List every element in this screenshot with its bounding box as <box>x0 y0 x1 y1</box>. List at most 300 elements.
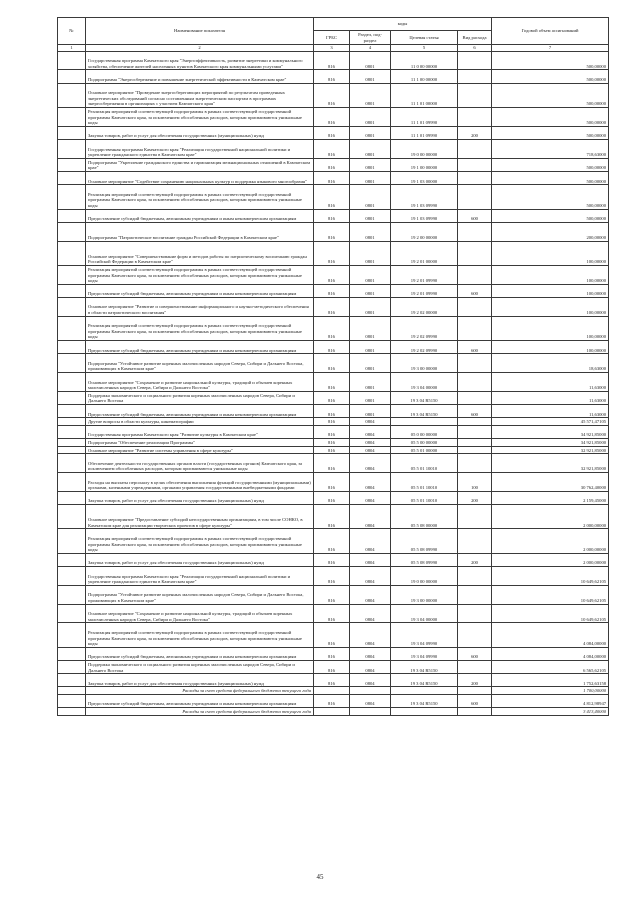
row-target-article-cell: 19 3 04 R5150 <box>391 674 458 687</box>
row-grbs-cell: 816 <box>314 185 350 209</box>
row-amount-cell: 500,00000 <box>492 171 609 184</box>
row-number-cell <box>58 623 86 647</box>
row-number-cell <box>58 70 86 83</box>
row-target-article-cell: 19 3 04 00000 <box>391 373 458 392</box>
table-row <box>58 439 609 447</box>
table-row <box>58 209 609 222</box>
row-grbs-cell: 816 <box>314 472 350 491</box>
row-grbs-cell: 816 <box>314 70 350 83</box>
row-amount-cell: 500,00000 <box>492 158 609 171</box>
row-section-cell: 0801 <box>350 185 391 209</box>
table-row <box>58 341 609 354</box>
row-name-cell: Государственная программа Камчатского края "Энергоэффективность, развитие энергетики и коммунального хозяйства, обеспечение жителей населенных пунктов Камчатского края коммунальными услугами" <box>86 51 314 70</box>
row-section-cell: 0801 <box>350 51 391 70</box>
row-name-cell: Поддержка экономического и социального развития коренных малочисленных народов Севера, Сибири и Дальнего Востока <box>86 660 314 673</box>
row-expense-type-cell: 200 <box>458 553 492 566</box>
row-section-cell: 0804 <box>350 623 391 647</box>
header-indicator-name: Наименование показателя <box>86 18 314 45</box>
row-name-cell: Подпрограмма "Обеспечение реализации Программы" <box>86 439 314 447</box>
row-name-cell: Реализация мероприятий соответствующей подпрограммы в рамках соответствующей государственной программы Камчатского края, за исключением обособленных расходов, которым присваиваются уникальные коды <box>86 529 314 553</box>
row-name-cell: Обеспечение деятельности государственных органов власти (государственных органов) Камчатского края, за исключением обособленных расходов, которым присваиваются уникальные коды <box>86 454 314 473</box>
table-row <box>58 504 609 528</box>
row-expense-type-cell <box>458 566 492 585</box>
row-grbs-cell: 816 <box>314 354 350 373</box>
table-row <box>58 405 609 418</box>
column-number: 2 <box>86 45 314 52</box>
table-row <box>58 647 609 660</box>
row-name-cell: Государственная программа Камчатского края "Реализация государственной национальной политики и укрепление гражданского единства в Камчатском крае" <box>86 139 314 158</box>
row-number-cell <box>58 708 86 716</box>
row-target-article-cell: 19 3 04 R5150 <box>391 660 458 673</box>
row-amount-cell: 11,63000 <box>492 391 609 404</box>
row-expense-type-cell <box>458 83 492 107</box>
row-amount-cell: 11,63000 <box>492 373 609 392</box>
table-row <box>58 354 609 373</box>
row-number-cell <box>58 553 86 566</box>
row-name-cell: Другие вопросы в области культуры, кинематографии <box>86 418 314 426</box>
row-number-cell <box>58 222 86 241</box>
row-name-cell: Государственная программа Камчатского края "Развитие культуры в Камчатском крае" <box>86 425 314 438</box>
row-target-article-cell: 19 0 00 00000 <box>391 566 458 585</box>
row-number-cell <box>58 454 86 473</box>
row-target-article-cell: 05 5 08 00000 <box>391 504 458 528</box>
row-amount-cell: 500,00000 <box>492 70 609 83</box>
row-number-cell <box>58 373 86 392</box>
row-expense-type-cell: 100 <box>458 472 492 491</box>
header-grbs: ГРБС <box>314 31 350 45</box>
table-row <box>58 687 609 695</box>
row-name-cell: Реализация мероприятий соответствующей подпрограммы в рамках соответствующей государственной программы Камчатского края, за исключением обособленных расходов, которым присваиваются уникальные коды <box>86 623 314 647</box>
row-target-article-cell: 19 1 03 09990 <box>391 209 458 222</box>
row-section-cell: 0804 <box>350 553 391 566</box>
row-expense-type-cell: 200 <box>458 126 492 139</box>
row-grbs-cell: 816 <box>314 316 350 340</box>
table-row <box>58 446 609 454</box>
table-row <box>58 83 609 107</box>
row-name-cell: Основное мероприятие "Предоставление субсидий негосударственным организациям, в том числе СОНКО, в Камчатском крае для реализации творческих проектов в сфере культуры" <box>86 504 314 528</box>
table-row <box>58 70 609 83</box>
row-number-cell <box>58 171 86 184</box>
row-target-article-cell: 05 5 08 09990 <box>391 529 458 553</box>
row-grbs-cell: 816 <box>314 158 350 171</box>
row-amount-cell: 100,00000 <box>492 284 609 297</box>
row-amount-cell: 200,00000 <box>492 222 609 241</box>
table-row <box>58 171 609 184</box>
row-number-cell <box>58 209 86 222</box>
table-row <box>58 623 609 647</box>
row-amount-cell: 6 565,62105 <box>492 660 609 673</box>
row-amount-cell: 2 000,00000 <box>492 553 609 566</box>
row-name-cell: Подпрограмма "Энергосбережение и повышение энергетической эффективности в Камчатском крае" <box>86 70 314 83</box>
row-amount-cell: 4 084,00000 <box>492 647 609 660</box>
row-target-article-cell: 05 5 01 10010 <box>391 491 458 504</box>
row-amount-cell: 10 649,62105 <box>492 566 609 585</box>
row-name-cell: Основное мероприятие "Совершенствование форм и методов работы по патриотическому воспитанию граждан Российской Федерации в Камчатском крае" <box>86 241 314 265</box>
table-row <box>58 454 609 473</box>
row-target-article-cell: 19 3 00 00000 <box>391 585 458 604</box>
row-name-cell: Реализация мероприятий соответствующей подпрограммы в рамках соответствующей государственной программы Камчатского края, за исключением обособленных расходов, которым присваиваются уникальные коды <box>86 185 314 209</box>
row-section-cell <box>350 708 391 716</box>
row-grbs-cell: 816 <box>314 171 350 184</box>
row-grbs-cell: 816 <box>314 446 350 454</box>
row-expense-type-cell <box>458 687 492 695</box>
row-amount-cell: 500,00000 <box>492 185 609 209</box>
row-section-cell: 0804 <box>350 585 391 604</box>
row-section-cell: 0801 <box>350 70 391 83</box>
row-section-cell: 0804 <box>350 694 391 707</box>
row-expense-type-cell <box>458 708 492 716</box>
row-target-article-cell: 19 2 01 09990 <box>391 265 458 284</box>
row-section-cell: 0804 <box>350 439 391 447</box>
row-grbs-cell: 816 <box>314 604 350 623</box>
row-name-cell: Основное мероприятие "Развитие системы управления в сфере культуры" <box>86 446 314 454</box>
row-name-cell: Предоставление субсидий бюджетным, автономным учреждениям и иным некоммерческим организациям <box>86 694 314 707</box>
row-number-cell <box>58 284 86 297</box>
row-section-cell: 0801 <box>350 158 391 171</box>
row-expense-type-cell <box>458 107 492 126</box>
row-section-cell: 0801 <box>350 354 391 373</box>
row-amount-cell: 4 812,98947 <box>492 694 609 707</box>
row-section-cell: 0801 <box>350 297 391 316</box>
table-row <box>58 241 609 265</box>
row-amount-cell: 10 649,62105 <box>492 585 609 604</box>
table-row <box>58 373 609 392</box>
row-target-article-cell: 19 2 00 00000 <box>391 222 458 241</box>
row-number-cell <box>58 51 86 70</box>
row-amount-cell: 500,00000 <box>492 126 609 139</box>
row-grbs-cell: 816 <box>314 51 350 70</box>
row-amount-cell: 32 921,85000 <box>492 446 609 454</box>
row-number-cell <box>58 126 86 139</box>
row-section-cell: 0804 <box>350 647 391 660</box>
row-amount-cell: 32 921,85000 <box>492 454 609 473</box>
row-number-cell <box>58 425 86 438</box>
row-name-cell: Основное мероприятие "Сохранение и развитие национальной культуры, традиций и обычаев коренных малочисленных народов Севера, Сибири и Дальнего Востока" <box>86 604 314 623</box>
row-amount-cell: 2 000,00000 <box>492 504 609 528</box>
row-expense-type-cell <box>458 446 492 454</box>
row-name-cell: Предоставление субсидий бюджетным, автономным учреждениям и иным некоммерческим организациям <box>86 209 314 222</box>
row-expense-type-cell: 600 <box>458 341 492 354</box>
row-expense-type-cell <box>458 354 492 373</box>
row-grbs-cell: 816 <box>314 222 350 241</box>
row-expense-type-cell <box>458 185 492 209</box>
row-grbs-cell: 816 <box>314 405 350 418</box>
row-expense-type-cell <box>458 373 492 392</box>
row-target-article-cell: 19 1 03 09990 <box>391 185 458 209</box>
row-name-cell: Государственная программа Камчатского края "Реализация государственной национальной политики и укрепление гражданского единства в Камчатском крае" <box>86 566 314 585</box>
row-name-cell: Подпрограмма "Укрепление гражданского единства и гармонизация межнациональных отношений в Камчатском крае" <box>86 158 314 171</box>
row-section-cell: 0804 <box>350 472 391 491</box>
row-amount-cell: 34 921,85000 <box>492 425 609 438</box>
row-amount-cell: 100,00000 <box>492 316 609 340</box>
row-section-cell: 0804 <box>350 425 391 438</box>
row-name-cell: Основное мероприятие "Развитие и совершенствование информационного и научно-методического обеспечения в области патриотического воспитания" <box>86 297 314 316</box>
row-expense-type-cell <box>458 222 492 241</box>
row-name-cell: Поддержка экономического и социального развития коренных малочисленных народов Севера, Сибири и Дальнего Востока <box>86 391 314 404</box>
row-amount-cell: 11,63000 <box>492 405 609 418</box>
table-body <box>58 51 609 715</box>
row-target-article-cell <box>391 708 458 716</box>
row-name-cell: Подпрограмма "Патриотическое воспитание граждан Российской Федерации в Камчатском крае" <box>86 222 314 241</box>
table-row <box>58 553 609 566</box>
row-section-cell: 0804 <box>350 504 391 528</box>
row-name-cell: Предоставление субсидий бюджетным, автономным учреждениям и иным некоммерческим организациям <box>86 647 314 660</box>
row-expense-type-cell <box>458 660 492 673</box>
row-number-cell <box>58 566 86 585</box>
row-section-cell: 0801 <box>350 209 391 222</box>
row-number-cell <box>58 185 86 209</box>
row-expense-type-cell <box>458 391 492 404</box>
column-number: 5 <box>391 45 458 52</box>
row-section-cell: 0804 <box>350 418 391 426</box>
row-expense-type-cell <box>458 454 492 473</box>
row-target-article-cell: 19 3 04 R5150 <box>391 694 458 707</box>
row-amount-cell: 500,00000 <box>492 107 609 126</box>
row-expense-type-cell <box>458 418 492 426</box>
column-number: 6 <box>458 45 492 52</box>
table-row <box>58 316 609 340</box>
row-section-cell: 0804 <box>350 454 391 473</box>
row-target-article-cell: 11 1 01 09990 <box>391 126 458 139</box>
row-target-article-cell: 05 5 00 00000 <box>391 439 458 447</box>
row-name-cell: Основное мероприятие "Проведение энергосберегающих мероприятий по результатам проведенных энергетических обследований согласно составленным энергетическим паспортам в программах энергосбережения в организациях с участием Камчатского края" <box>86 83 314 107</box>
column-number-row <box>58 45 609 52</box>
row-number-cell <box>58 391 86 404</box>
table-row <box>58 472 609 491</box>
row-amount-cell: 2 159,45000 <box>492 491 609 504</box>
row-expense-type-cell <box>458 316 492 340</box>
row-amount-cell: 2 000,00000 <box>492 529 609 553</box>
row-number-cell <box>58 83 86 107</box>
table-row <box>58 529 609 553</box>
row-grbs-cell <box>314 708 350 716</box>
row-number-cell <box>58 604 86 623</box>
row-grbs-cell: 816 <box>314 647 350 660</box>
table-row <box>58 139 609 158</box>
table-row <box>58 185 609 209</box>
row-expense-type-cell <box>458 529 492 553</box>
row-target-article-cell: 11 0 00 00000 <box>391 51 458 70</box>
row-amount-cell: 100,00000 <box>492 297 609 316</box>
row-name-cell: Подпрограмма "Устойчивое развитие коренных малочисленных народов Севера, Сибири и Дальнего Востока, проживающих в Камчатском крае" <box>86 585 314 604</box>
row-expense-type-cell <box>458 139 492 158</box>
header-number: № <box>58 18 86 45</box>
page-number: 45 <box>316 873 324 881</box>
row-grbs-cell: 816 <box>314 529 350 553</box>
row-expense-type-cell <box>458 439 492 447</box>
row-amount-cell: 500,00000 <box>492 51 609 70</box>
table-row <box>58 222 609 241</box>
row-section-cell: 0801 <box>350 284 391 297</box>
row-expense-type-cell <box>458 425 492 438</box>
row-name-cell: Закупка товаров, работ и услуг для обеспечения государственных (муниципальных) нужд <box>86 674 314 687</box>
table-row <box>58 418 609 426</box>
row-expense-type-cell <box>458 604 492 623</box>
table-row <box>58 674 609 687</box>
row-number-cell <box>58 446 86 454</box>
row-name-cell: Основное мероприятие "Сохранение и развитие национальной культуры, традиций и обычаев коренных малочисленных народов Севера, Сибири и Дальнего Востока" <box>86 373 314 392</box>
row-grbs-cell: 816 <box>314 209 350 222</box>
table-row <box>58 51 609 70</box>
header-target-article: Целевая статья <box>391 31 458 45</box>
row-amount-cell: 500,00000 <box>492 83 609 107</box>
row-expense-type-cell: 600 <box>458 647 492 660</box>
row-name-cell: Расходы за счет средств федерального бюджета текущего года <box>86 708 314 716</box>
row-grbs-cell: 816 <box>314 454 350 473</box>
row-expense-type-cell <box>458 171 492 184</box>
row-grbs-cell: 816 <box>314 284 350 297</box>
table-row <box>58 391 609 404</box>
row-section-cell: 0804 <box>350 446 391 454</box>
row-target-article-cell: 05 5 01 10010 <box>391 454 458 473</box>
row-section-cell: 0801 <box>350 107 391 126</box>
row-name-cell: Реализация мероприятий соответствующей подпрограммы в рамках соответствующей государственной программы Камчатского края, за исключением обособленных расходов, которым присваиваются уникальные коды <box>86 265 314 284</box>
row-target-article-cell: 19 3 04 00000 <box>391 604 458 623</box>
row-expense-type-cell <box>458 51 492 70</box>
row-amount-cell: 18,63000 <box>492 354 609 373</box>
row-section-cell: 0801 <box>350 83 391 107</box>
header-codes: коды <box>314 18 492 31</box>
table-row <box>58 694 609 707</box>
row-grbs-cell: 816 <box>314 553 350 566</box>
row-target-article-cell: 19 1 00 00000 <box>391 158 458 171</box>
row-grbs-cell: 816 <box>314 418 350 426</box>
row-name-cell: Реализация мероприятий соответствующей подпрограммы в рамках соответствующей государственной программы Камчатского края, за исключением обособленных расходов, которым присваиваются уникальные коды <box>86 107 314 126</box>
row-section-cell: 0801 <box>350 265 391 284</box>
table-row <box>58 158 609 171</box>
row-name-cell: Предоставление субсидий бюджетным, автономным учреждениям и иным некоммерческим организациям <box>86 341 314 354</box>
row-target-article-cell: 19 2 02 00000 <box>391 297 458 316</box>
row-name-cell: Закупка товаров, работ и услуг для обеспечения государственных (муниципальных) нужд <box>86 491 314 504</box>
row-expense-type-cell <box>458 241 492 265</box>
row-grbs-cell: 816 <box>314 566 350 585</box>
column-number: 1 <box>58 45 86 52</box>
row-expense-type-cell <box>458 504 492 528</box>
table-row <box>58 566 609 585</box>
table-row <box>58 284 609 297</box>
row-expense-type-cell <box>458 70 492 83</box>
row-name-cell: Закупка товаров, работ и услуг для обеспечения государственных (муниципальных) нужд <box>86 553 314 566</box>
row-target-article-cell: 19 2 01 00000 <box>391 241 458 265</box>
row-grbs-cell: 816 <box>314 241 350 265</box>
header-annual-amount: Годовой объем ассигнований <box>492 18 609 45</box>
row-section-cell: 0804 <box>350 529 391 553</box>
row-grbs-cell: 816 <box>314 660 350 673</box>
row-expense-type-cell: 600 <box>458 284 492 297</box>
row-number-cell <box>58 139 86 158</box>
row-section-cell: 0801 <box>350 341 391 354</box>
column-number: 7 <box>492 45 609 52</box>
row-amount-cell: 1 700,00000 <box>492 687 609 695</box>
row-target-article-cell: 19 2 02 09990 <box>391 316 458 340</box>
row-section-cell: 0801 <box>350 241 391 265</box>
row-number-cell <box>58 418 86 426</box>
row-amount-cell: 45 571,47105 <box>492 418 609 426</box>
row-number-cell <box>58 674 86 687</box>
row-amount-cell: 1 752,63158 <box>492 674 609 687</box>
row-target-article-cell: 19 3 04 09990 <box>391 647 458 660</box>
row-section-cell: 0801 <box>350 222 391 241</box>
row-target-article-cell: 19 2 01 09990 <box>391 284 458 297</box>
row-grbs-cell: 816 <box>314 107 350 126</box>
row-amount-cell: 34 921,85000 <box>492 439 609 447</box>
budget-table <box>57 17 609 716</box>
row-amount-cell: 500,00000 <box>492 209 609 222</box>
row-number-cell <box>58 694 86 707</box>
row-amount-cell: 100,00000 <box>492 241 609 265</box>
row-number-cell <box>58 585 86 604</box>
row-number-cell <box>58 107 86 126</box>
row-grbs-cell: 816 <box>314 504 350 528</box>
row-grbs-cell: 816 <box>314 491 350 504</box>
row-section-cell: 0804 <box>350 566 391 585</box>
row-section-cell: 0804 <box>350 491 391 504</box>
column-number: 4 <box>350 45 391 52</box>
table-row <box>58 604 609 623</box>
row-grbs-cell: 816 <box>314 373 350 392</box>
row-section-cell: 0804 <box>350 604 391 623</box>
column-number: 3 <box>314 45 350 52</box>
row-grbs-cell: 816 <box>314 297 350 316</box>
row-section-cell <box>350 687 391 695</box>
row-section-cell: 0804 <box>350 674 391 687</box>
row-target-article-cell <box>391 687 458 695</box>
row-section-cell: 0801 <box>350 139 391 158</box>
row-target-article-cell: 19 3 04 R5150 <box>391 405 458 418</box>
row-number-cell <box>58 472 86 491</box>
table-row <box>58 708 609 716</box>
row-section-cell: 0801 <box>350 171 391 184</box>
row-section-cell: 0801 <box>350 126 391 139</box>
row-grbs-cell: 816 <box>314 439 350 447</box>
row-expense-type-cell <box>458 297 492 316</box>
row-number-cell <box>58 354 86 373</box>
table-row <box>58 585 609 604</box>
row-target-article-cell: 11 1 01 09990 <box>391 107 458 126</box>
row-target-article-cell: 19 3 04 09990 <box>391 623 458 647</box>
row-expense-type-cell: 600 <box>458 209 492 222</box>
row-section-cell: 0801 <box>350 373 391 392</box>
row-amount-cell: 100,00000 <box>492 265 609 284</box>
row-expense-type-cell: 200 <box>458 674 492 687</box>
row-name-cell: Расходы на выплаты персоналу в целях обеспечения выполнения функций государственными (муниципальными) органами, казенными учреждениями, органами управления государственными внебюджетными фондами <box>86 472 314 491</box>
row-target-article-cell: 19 1 03 00000 <box>391 171 458 184</box>
row-grbs-cell: 816 <box>314 585 350 604</box>
row-number-cell <box>58 297 86 316</box>
table-row <box>58 297 609 316</box>
table-row <box>58 491 609 504</box>
row-target-article-cell <box>391 418 458 426</box>
row-name-cell: Предоставление субсидий бюджетным, автономным учреждениям и иным некоммерческим организациям <box>86 405 314 418</box>
row-name-cell: Основное мероприятие "Содействие сохранению национальных культур и поддержка языкового многообразия" <box>86 171 314 184</box>
row-number-cell <box>58 529 86 553</box>
row-grbs-cell: 816 <box>314 674 350 687</box>
row-number-cell <box>58 660 86 673</box>
row-target-article-cell: 19 3 00 00000 <box>391 354 458 373</box>
row-section-cell: 0801 <box>350 405 391 418</box>
row-number-cell <box>58 647 86 660</box>
row-name-cell: Подпрограмма "Устойчивое развитие коренных малочисленных народов Севера, Сибири и Дальнего Востока, проживающих в Камчатском крае" <box>86 354 314 373</box>
row-amount-cell: 10 649,62105 <box>492 604 609 623</box>
row-amount-cell: 30 762,40000 <box>492 472 609 491</box>
row-grbs-cell: 816 <box>314 391 350 404</box>
table-row <box>58 660 609 673</box>
row-expense-type-cell: 600 <box>458 405 492 418</box>
row-grbs-cell: 816 <box>314 623 350 647</box>
table-row <box>58 107 609 126</box>
row-number-cell <box>58 341 86 354</box>
row-grbs-cell: 816 <box>314 139 350 158</box>
